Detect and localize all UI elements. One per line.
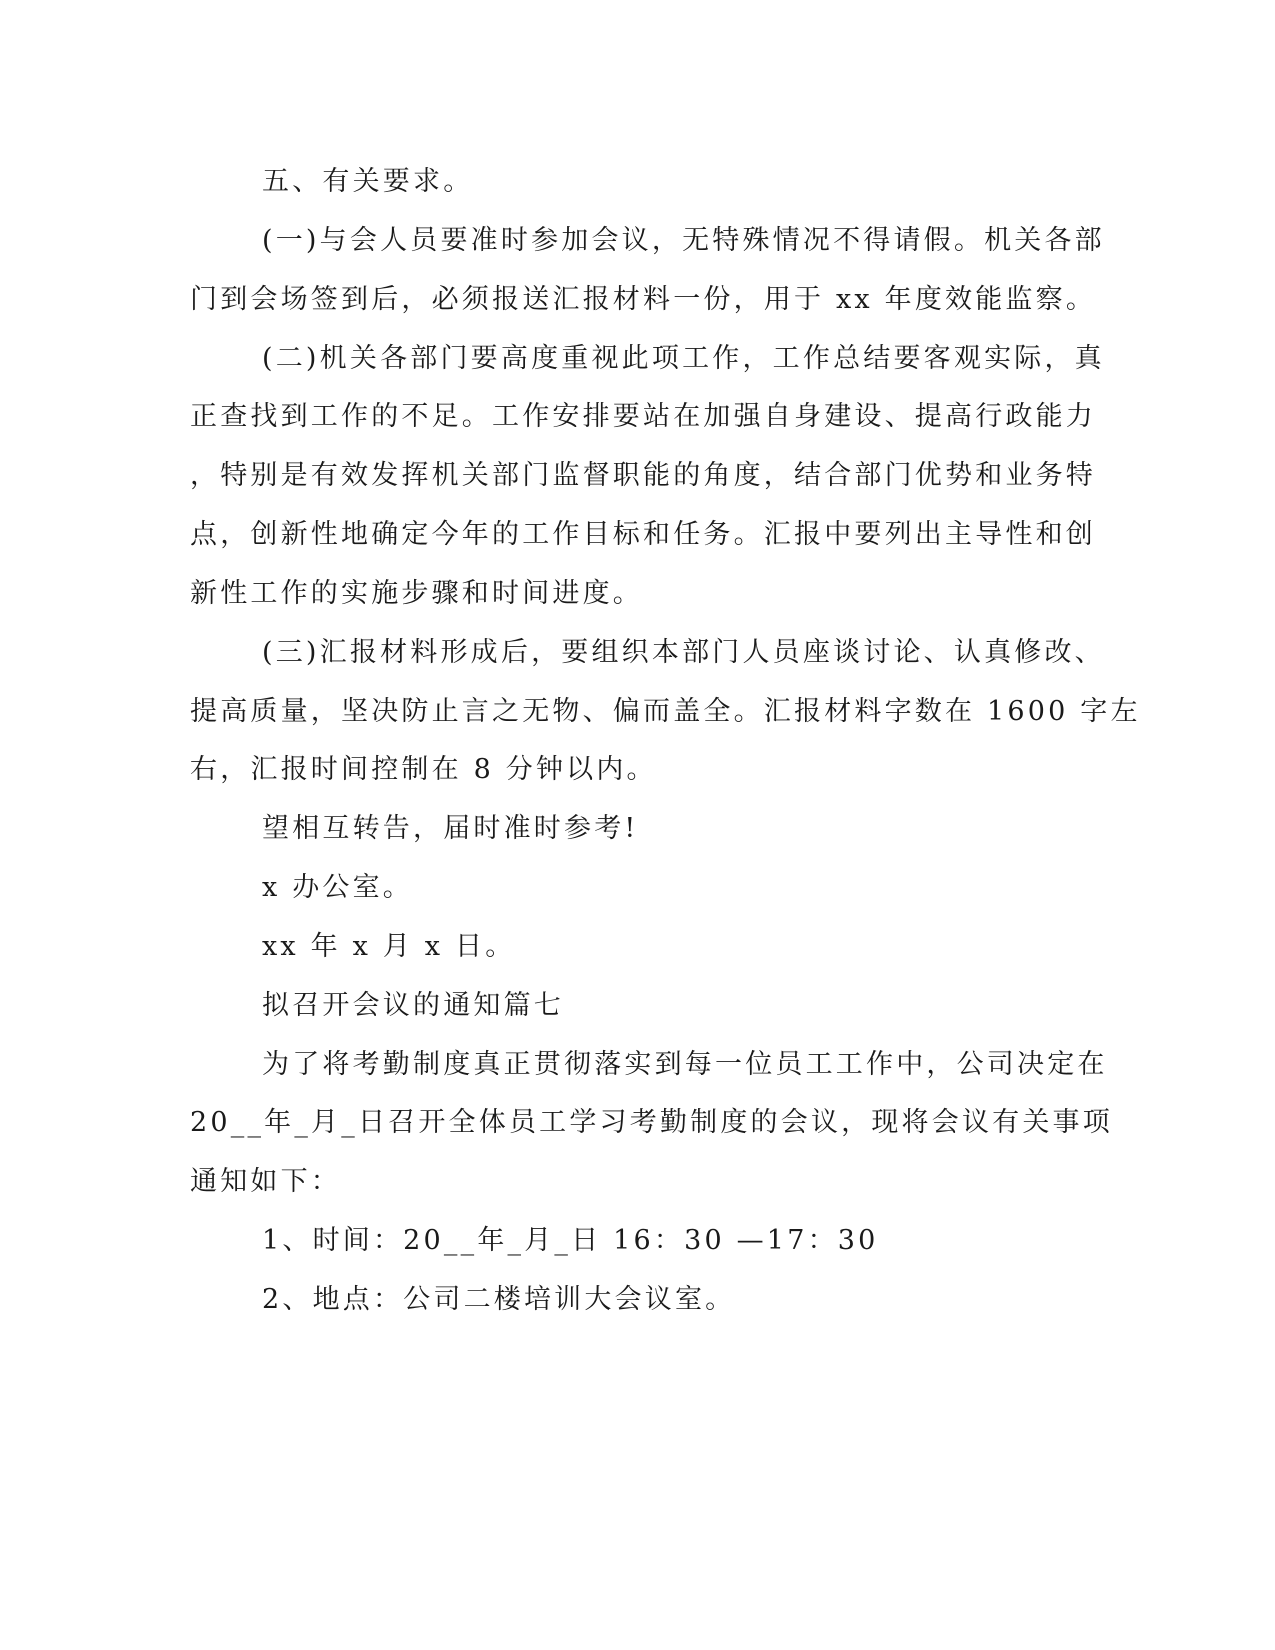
paragraph-line: (一)与会人员要准时参加会议，无特殊情况不得请假。机关各部: [262, 225, 1105, 256]
list-item-location: 2、地点：公司二楼培训大会议室。: [262, 1284, 736, 1315]
section-heading: 五、有关要求。: [262, 166, 474, 197]
paragraph-line: ，特别是有效发挥机关部门监督职能的角度，结合部门优势和业务特: [190, 460, 1096, 491]
paragraph-line: 为了将考勤制度真正贯彻落实到每一位员工工作中，公司决定在: [262, 1049, 1108, 1080]
paragraph-line: 正查找到工作的不足。工作安排要站在加强自身建设、提高行政能力: [190, 401, 1096, 432]
signature-date: xx 年 x 月 x 日。: [262, 931, 516, 962]
paragraph-line: 20__年_月_日召开全体员工学习考勤制度的会议，现将会议有关事项: [190, 1107, 1113, 1138]
closing-line: 望相互转告，届时准时参考!: [262, 813, 639, 844]
paragraph-line: 新性工作的实施步骤和时间进度。: [190, 578, 643, 609]
list-item-time: 1、时间：20__年_月_日 16：30 —17：30: [262, 1225, 879, 1256]
paragraph-line: 点，创新性地确定今年的工作目标和任务。汇报中要列出主导性和创: [190, 519, 1096, 550]
section-title: 拟召开会议的通知篇七: [262, 990, 564, 1021]
paragraph-line: 通知如下：: [190, 1166, 341, 1197]
paragraph-line: (三)汇报材料形成后，要组织本部门人员座谈讨论、认真修改、: [262, 637, 1105, 668]
paragraph-line: (二)机关各部门要高度重视此项工作，工作总结要客观实际，真: [262, 343, 1105, 374]
paragraph-line: 提高质量，坚决防止言之无物、偏而盖全。汇报材料字数在 1600 字左: [190, 696, 1141, 727]
paragraph-line: 门到会场签到后，必须报送汇报材料一份，用于 xx 年度效能监察。: [190, 284, 1097, 315]
paragraph-line: 右，汇报时间控制在 8 分钟以内。: [190, 754, 657, 785]
signature-office: x 办公室。: [262, 872, 414, 903]
